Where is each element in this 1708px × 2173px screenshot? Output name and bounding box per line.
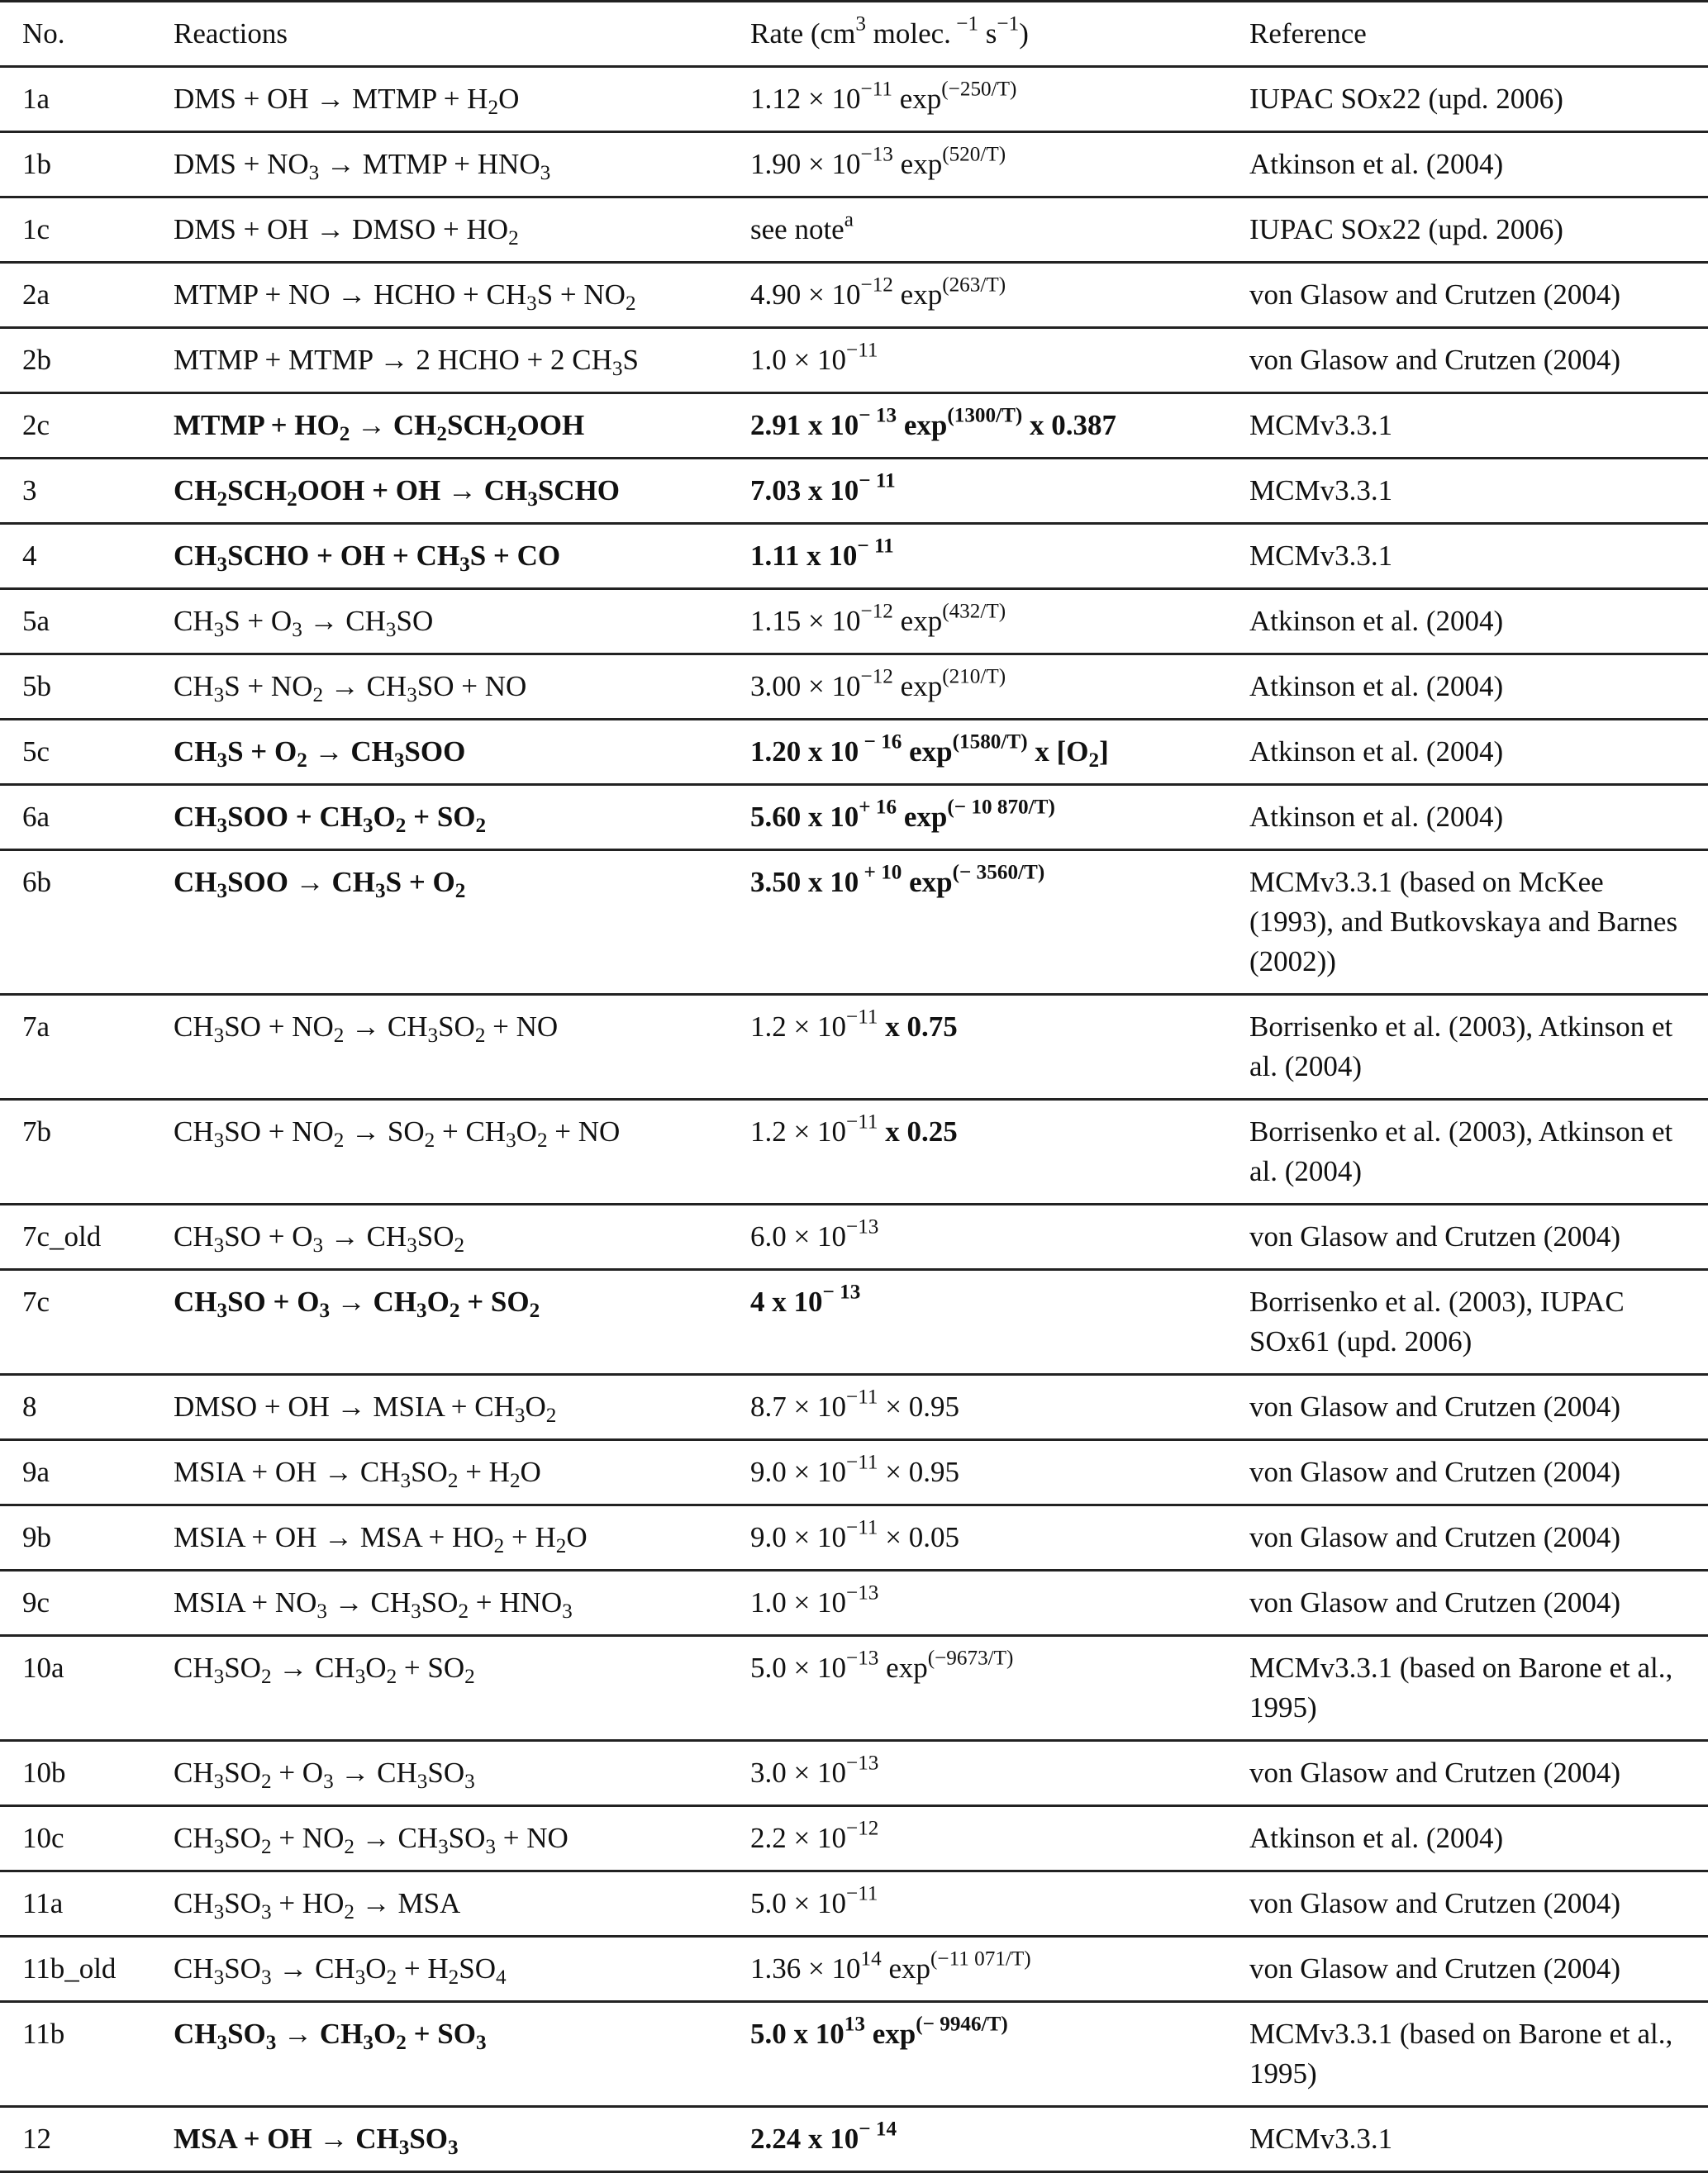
rate-expression: $1.0 \times 10^{-11}$: [750, 328, 1249, 393]
reference-citation: IUPAC SOx22 (upd. 2006): [1249, 197, 1708, 263]
reaction-equation: $CH_3S + O_3 \to CH_3SO$: [174, 589, 750, 654]
rate-expression: $5.0 \times 10^{-13}$ $\exp^{(-9673/T)}$: [750, 1636, 1249, 1741]
table-row: [0, 132, 1708, 197]
reaction-equation: $CH_3SO_3 \to CH_3O_2 + SO_3$: [174, 2002, 750, 2107]
rate-expression: $1.2 \times 10^{-11}$ x 0.75: [750, 995, 1249, 1100]
table-row: [0, 1205, 1708, 1270]
reference-citation: von Glasow and Crutzen (2004): [1249, 1571, 1708, 1636]
reference-citation: von Glasow and Crutzen (2004): [1249, 1205, 1708, 1270]
table-row: [0, 1806, 1708, 1871]
rate-expression: see note$^a$: [750, 197, 1249, 263]
reaction-equation: MTMP + $HO_2 \to CH_2SCH_2OOH$: [174, 393, 750, 459]
header-row: [0, 2, 1708, 67]
reaction-number: 11b: [0, 2002, 174, 2107]
rate-expression: 5.60 x $10^{+ 16}$ $\exp^{(- 10 870/T)}$: [750, 785, 1249, 850]
reaction-number: 7b: [0, 1100, 174, 1205]
reaction-number: 5c: [0, 720, 174, 785]
table-row: [0, 1100, 1708, 1205]
rate-expression: 1.20 x 10 $^{- 16}$ $\exp^{(1580/T)} x$ $[O_2]$: [750, 720, 1249, 785]
reaction-equation: $CH_2SCH_2OOH$ + OH → $CH_3SCHO$: [174, 459, 750, 524]
reaction-number: 1c: [0, 197, 174, 263]
reference-citation: von Glasow and Crutzen (2004): [1249, 1440, 1708, 1505]
rate-expression: $1.36 \times 10^{14}$ $\exp^{(-11 071/T)}$: [750, 1937, 1249, 2002]
reference-citation: Atkinson et al. (2004): [1249, 1806, 1708, 1871]
rate-expression: $3.0 \times 10^{-13}$: [750, 1741, 1249, 1806]
reference-citation: MCMv3.3.1 (based on Barone et al., 1995): [1249, 2002, 1708, 2107]
reaction-equation: $CH_3SO + O_3 \to CH_3O_2 + SO_2$: [174, 1270, 750, 1375]
reaction-equation: $CH_3SO + NO_2 \to SO_2 + CH_3O_2$ + NO: [174, 1100, 750, 1205]
reaction-number: 5b: [0, 654, 174, 720]
reference-citation: Atkinson et al. (2004): [1249, 785, 1708, 850]
reference-citation: Borrisenko et al. (2003), Atkinson et al. (2004): [1249, 995, 1708, 1100]
table-row: [0, 1375, 1708, 1440]
reaction-number: 9a: [0, 1440, 174, 1505]
reaction-number: 2a: [0, 263, 174, 328]
reaction-number: 10b: [0, 1741, 174, 1806]
rate-expression: $9.0 \times 10^{-11} \times 0.05$: [750, 1505, 1249, 1571]
reaction-equation: DMS + $NO_3$ → MTMP + $HNO_3$: [174, 132, 750, 197]
reference-citation: von Glasow and Crutzen (2004): [1249, 1505, 1708, 1571]
reaction-number: 7c: [0, 1270, 174, 1375]
rate-expression: $3.00 \times 10^{-12}$ $\exp^{(210/T)}$: [750, 654, 1249, 720]
table-row: [0, 328, 1708, 393]
reference-citation: von Glasow and Crutzen (2004): [1249, 1937, 1708, 2002]
reference-citation: Borrisenko et al. (2003), IUPAC SOx61 (upd. 2006): [1249, 1270, 1708, 1375]
rate-expression: $6.0 \times 10^{-13}$: [750, 1205, 1249, 1270]
table-row: [0, 1636, 1708, 1741]
reaction-number: 3: [0, 459, 174, 524]
reaction-equation: MSIA + OH → $CH_3SO_2 + H_2O$: [174, 1440, 750, 1505]
reaction-number: 7c_old: [0, 1205, 174, 1270]
table-row: [0, 589, 1708, 654]
reaction-equation: $CH_3SO_3 \to CH_3O_2 + H_2SO_4$: [174, 1937, 750, 2002]
reference-citation: Atkinson et al. (2004): [1249, 589, 1708, 654]
reaction-equation: $CH_3SOO \to CH_3S + O_2$: [174, 850, 750, 995]
header-rate: Rate ($cm^3$ molec. $^{-1}$ $s^{-1}$): [750, 2, 1249, 67]
reaction-equation: MSIA + OH → MSA + $HO_2 + H_2O$: [174, 1505, 750, 1571]
rate-expression: $2.2 \times 10^{-12}$: [750, 1806, 1249, 1871]
reaction-equation: MSA + OH → $CH_3SO_3$: [174, 2107, 750, 2172]
reference-citation: von Glasow and Crutzen (2004): [1249, 1375, 1708, 1440]
reference-citation: Atkinson et al. (2004): [1249, 132, 1708, 197]
reaction-equation: DMS + OH → DMSO + $HO_2$: [174, 197, 750, 263]
table-row: [0, 785, 1708, 850]
table-row: [0, 1871, 1708, 1937]
table-body: [0, 67, 1708, 2172]
header-reference: Reference: [1249, 2, 1708, 67]
table-row: [0, 1741, 1708, 1806]
reaction-number: 1a: [0, 67, 174, 132]
reaction-equation: $CH_3S + O_2 \to CH_3SOO$: [174, 720, 750, 785]
header-no: No.: [0, 2, 174, 67]
rate-expression: 2.24 x $10^{- 14}$: [750, 2107, 1249, 2172]
reference-citation: MCMv3.3.1 (based on Barone et al., 1995): [1249, 1636, 1708, 1741]
reaction-equation: DMS + OH → MTMP + $H_2O$: [174, 67, 750, 132]
rate-expression: 4 x $10^{- 13}$: [750, 1270, 1249, 1375]
reaction-number: 10c: [0, 1806, 174, 1871]
reference-citation: MCMv3.3.1: [1249, 524, 1708, 589]
reference-citation: von Glasow and Crutzen (2004): [1249, 1741, 1708, 1806]
reaction-equation: $CH_3SO_3 + HO_2$ → MSA: [174, 1871, 750, 1937]
reaction-equation: $CH_3SO_2 \to CH_3O_2 + SO_2$: [174, 1636, 750, 1741]
reaction-equation: MSIA + $NO_3 \to CH_3SO_2 + HNO_3$: [174, 1571, 750, 1636]
rate-expression: $1.2 \times 10^{-11}$ x 0.25: [750, 1100, 1249, 1205]
rate-expression: 2.91 x $10^{- 13}$ $\exp^{(1300/T)} x$ 0.387: [750, 393, 1249, 459]
table-row: [0, 2002, 1708, 2107]
reaction-number: 6a: [0, 785, 174, 850]
reaction-equation: MTMP + MTMP → 2 HCHO + 2 $CH_3S$: [174, 328, 750, 393]
table-row: [0, 850, 1708, 995]
reaction-number: 1b: [0, 132, 174, 197]
rate-expression: $5.0 \times 10^{-11}$: [750, 1871, 1249, 1937]
reference-citation: von Glasow and Crutzen (2004): [1249, 263, 1708, 328]
table-row: [0, 720, 1708, 785]
reference-citation: von Glasow and Crutzen (2004): [1249, 1871, 1708, 1937]
reaction-number: 11a: [0, 1871, 174, 1937]
table-row: [0, 393, 1708, 459]
table-row: [0, 1937, 1708, 2002]
rate-expression: $4.90 \times 10^{-12}$ $\exp^{(263/T)}$: [750, 263, 1249, 328]
table-row: [0, 524, 1708, 589]
rate-expression: $1.0 \times 10^{-13}$: [750, 1571, 1249, 1636]
reaction-equation: $CH_3SO + NO_2 \to CH_3SO_2$ + NO: [174, 995, 750, 1100]
rate-expression: 7.03 x $10^{- 11}$: [750, 459, 1249, 524]
reaction-equation: $CH_3SOO + CH_3O_2 + SO_2$: [174, 785, 750, 850]
reaction-equation: $CH_3SO_2 + O_3 \to CH_3SO_3$: [174, 1741, 750, 1806]
reaction-equation: $CH_3SO_2 + NO_2 \to CH_3SO_3$ + NO: [174, 1806, 750, 1871]
rate-expression: $9.0 \times 10^{-11} \times 0.95$: [750, 1440, 1249, 1505]
reaction-equation: $CH_3SCHO$ + OH + $CH_3S$ + CO: [174, 524, 750, 589]
rate-expression: $1.15 \times 10^{-12}$ $\exp^{(432/T)}$: [750, 589, 1249, 654]
table-row: [0, 263, 1708, 328]
rate-expression: $1.90 \times 10^{-13}$ $\exp^{(520/T)}$: [750, 132, 1249, 197]
reaction-equation: $CH_3S + NO_2 \to CH_3SO$ + NO: [174, 654, 750, 720]
reaction-number: 2b: [0, 328, 174, 393]
reference-citation: MCMv3.3.1: [1249, 459, 1708, 524]
rate-expression: $1.12 \times 10^{-11}$ $\exp^{(-250/T)}$: [750, 67, 1249, 132]
reference-citation: MCMv3.3.1: [1249, 2107, 1708, 2172]
table-row: [0, 1571, 1708, 1636]
table-row: [0, 995, 1708, 1100]
reference-citation: IUPAC SOx22 (upd. 2006): [1249, 67, 1708, 132]
table-row: [0, 1270, 1708, 1375]
reaction-equation: $CH_3SO + O_3 \to CH_3SO_2$: [174, 1205, 750, 1270]
reference-citation: Atkinson et al. (2004): [1249, 654, 1708, 720]
reaction-number: 5a: [0, 589, 174, 654]
table-row: [0, 197, 1708, 263]
reference-citation: MCMv3.3.1: [1249, 393, 1708, 459]
table-row: [0, 67, 1708, 132]
table-row: [0, 654, 1708, 720]
reaction-number: 7a: [0, 995, 174, 1100]
reaction-equation: MTMP + NO → HCHO + $CH_3S + NO_2$: [174, 263, 750, 328]
table-row: [0, 2107, 1708, 2172]
rate-expression: 1.11 x $10^{- 11}$: [750, 524, 1249, 589]
table-row: [0, 459, 1708, 524]
reference-citation: von Glasow and Crutzen (2004): [1249, 328, 1708, 393]
reaction-number: 10a: [0, 1636, 174, 1741]
reaction-number: 9b: [0, 1505, 174, 1571]
rate-expression: 5.0 x $10^{13}$ $\exp^{(- 9946/T)}$: [750, 2002, 1249, 2107]
reaction-number: 6b: [0, 850, 174, 995]
table-row: [0, 1440, 1708, 1505]
reaction-number: 12: [0, 2107, 174, 2172]
header-reactions: Reactions: [174, 2, 750, 67]
reaction-number: 11b_old: [0, 1937, 174, 2002]
table-row: [0, 1505, 1708, 1571]
reaction-equation: DMSO + OH → MSIA + $CH_3O_2$: [174, 1375, 750, 1440]
reference-citation: Borrisenko et al. (2003), Atkinson et al. (2004): [1249, 1100, 1708, 1205]
reference-citation: Atkinson et al. (2004): [1249, 720, 1708, 785]
reaction-number: 9c: [0, 1571, 174, 1636]
reference-citation: MCMv3.3.1 (based on McKee (1993), and Butkovskaya and Barnes (2002)): [1249, 850, 1708, 995]
rate-expression: $8.7 \times 10^{-11} \times 0.95$: [750, 1375, 1249, 1440]
reaction-number: 4: [0, 524, 174, 589]
reaction-number: 8: [0, 1375, 174, 1440]
rate-expression: 3.50 x 10 $^{+ 10}$ $\exp^{(- 3560/T)}$: [750, 850, 1249, 995]
reaction-number: 2c: [0, 393, 174, 459]
